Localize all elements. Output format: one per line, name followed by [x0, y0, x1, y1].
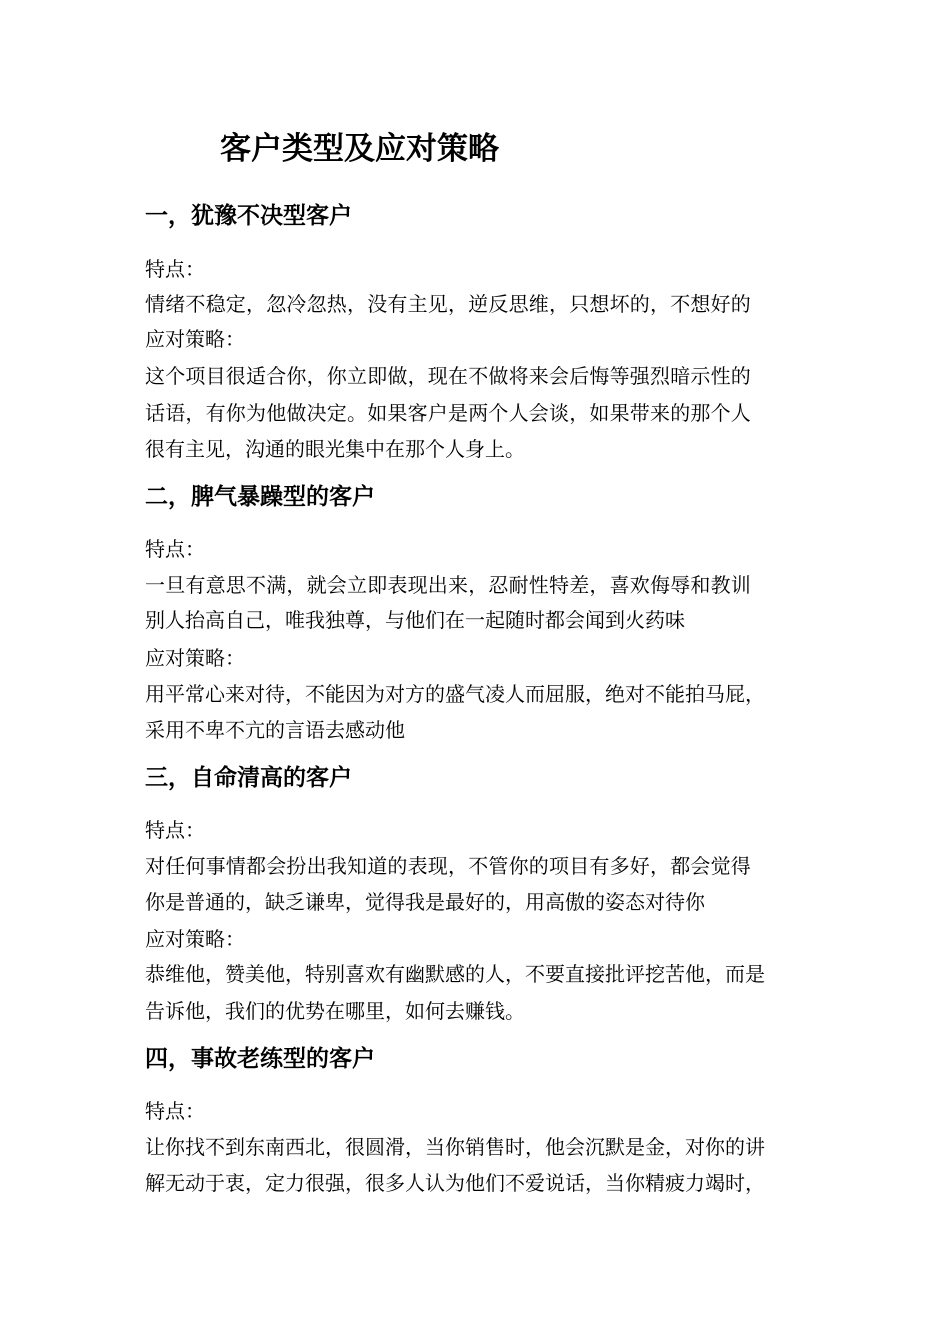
strategy-line: 采用不卑不亢的言语去感动他 [145, 718, 405, 742]
strategy-label-1: 应对策略： [145, 327, 245, 351]
strategy-line: 这个项目很适合你，你立即做，现在不做将来会后悔等强烈暗示性的 [145, 364, 751, 388]
strategy-line: 告诉他，我们的优势在哪里，如何去赚钱。 [145, 999, 525, 1023]
feature-line: 你是普通的，缺乏谦卑，觉得我是最好的，用高傲的姿态对待你 [145, 890, 705, 914]
document-title: 客户类型及应对策略 [220, 131, 499, 167]
feature-label-2: 特点： [145, 537, 205, 561]
section-heading-4: 四，事故老练型的客户 [145, 1045, 375, 1072]
feature-line: 让你找不到东南西北，很圆滑，当你销售时，他会沉默是金，对你的讲 [145, 1135, 765, 1159]
feature-label-3: 特点： [145, 818, 205, 842]
section-heading-2: 二，脾气暴躁型的客户 [145, 483, 375, 510]
feature-line: 别人抬高自己，唯我独尊，与他们在一起随时都会闻到火药味 [145, 608, 685, 632]
feature-label-4: 特点： [145, 1099, 205, 1123]
section-heading-3: 三，自命清高的客户 [145, 764, 352, 791]
feature-line: 解无动于衷，定力很强，很多人认为他们不爱说话，当你精疲力竭时， [145, 1171, 765, 1195]
section-heading-1: 一，犹豫不决型客户 [145, 202, 352, 229]
strategy-line: 话语，有你为他做决定。如果客户是两个人会谈，如果带来的那个人 [145, 401, 751, 425]
strategy-label-2: 应对策略： [145, 646, 245, 670]
strategy-line: 很有主见，沟通的眼光集中在那个人身上。 [145, 437, 525, 461]
feature-line: 对任何事情都会扮出我知道的表现，不管你的项目有多好，都会觉得 [145, 854, 751, 878]
feature-line: 一旦有意思不满，就会立即表现出来，忍耐性特差，喜欢侮辱和教训 [145, 573, 751, 597]
strategy-line: 用平常心来对待，不能因为对方的盛气凌人而屈服，绝对不能拍马屁， [145, 682, 765, 706]
feature-line: 情绪不稳定，忽冷忽热，没有主见，逆反思维，只想坏的，不想好的 [145, 292, 751, 316]
feature-label-1: 特点： [145, 257, 205, 281]
strategy-line: 恭维他，赞美他，特别喜欢有幽默感的人，不要直接批评挖苦他，而是 [145, 962, 765, 986]
strategy-label-3: 应对策略： [145, 927, 245, 951]
